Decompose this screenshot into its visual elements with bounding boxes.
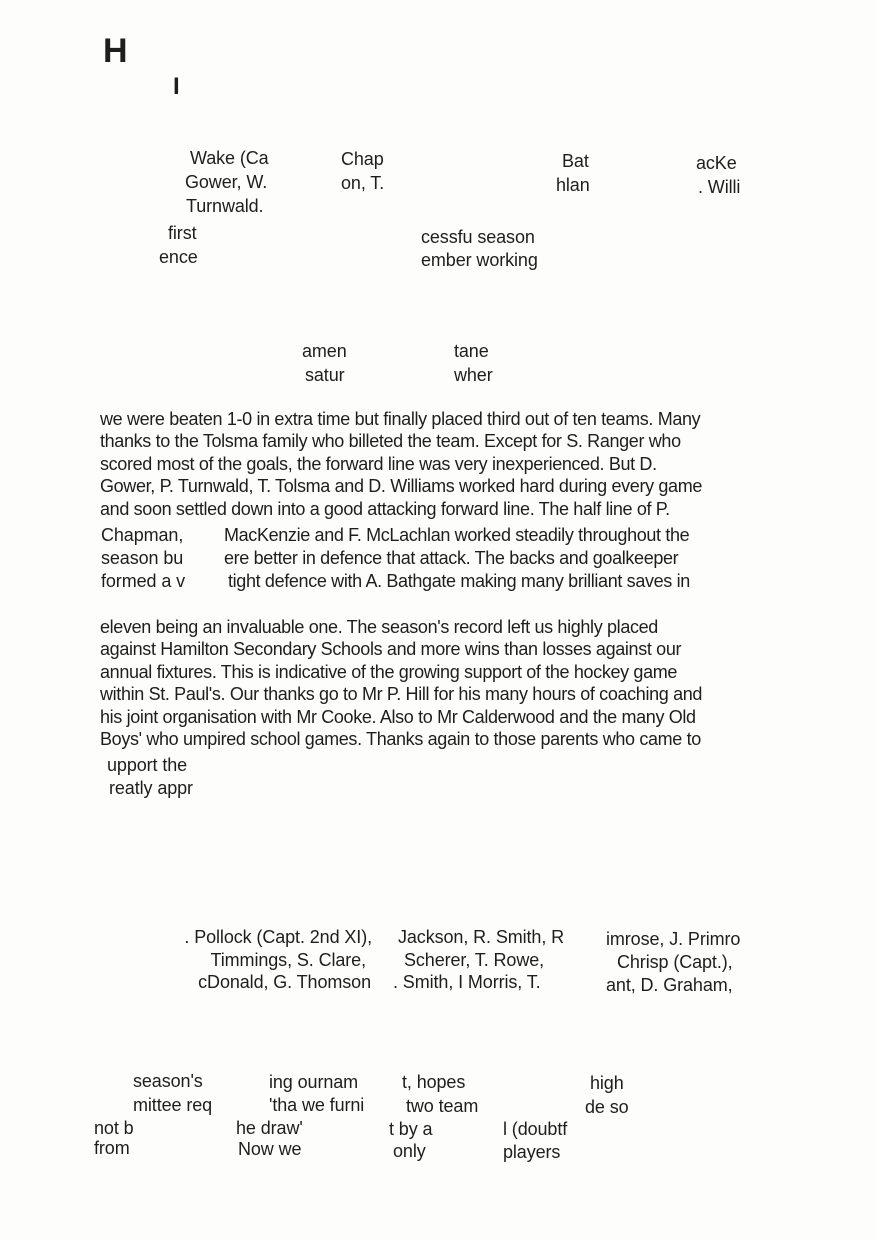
heading-letter-h: H — [103, 32, 128, 70]
team-top-col4-line2: . Willi — [698, 177, 741, 197]
paragraph-2-line-5: his joint organisation with Mr Cooke. Also to Mr Calderwood and the many Old — [100, 706, 696, 727]
bottom-r4-c2: Now we — [238, 1139, 302, 1159]
hockey-report-paragraph-2 — [100, 616, 784, 750]
team-top-col1-line2: Gower, W. — [185, 172, 268, 192]
bottom-r4-c4: players — [503, 1142, 561, 1162]
paragraph-2-line-2: against Hamilton Secondary Schools and more wins than losses against our — [100, 639, 682, 660]
team-top-col3-line1: Bat — [562, 151, 589, 171]
paragraph-2-tail-2: reatly appr — [109, 778, 193, 798]
bottom-r3-c4: l (doubtf — [503, 1119, 568, 1139]
bottom-r2-c4: de so — [585, 1097, 629, 1117]
team-2nd-col2-line1: Jackson, R. Smith, R — [398, 927, 565, 947]
team-2nd-col1-line3: cDonald, G. Thomson — [198, 972, 371, 992]
bottom-r1-c4: high — [590, 1073, 624, 1093]
split-line-1-left: Chapman, — [101, 525, 184, 545]
tournament-fragment-right-2: wher — [454, 365, 493, 385]
hockey-report-paragraph-1 — [100, 408, 784, 520]
bottom-r2-c3: two team — [406, 1096, 479, 1116]
team-2nd-col3-line2: Chrisp (Capt.), — [617, 952, 733, 972]
bottom-r3-c3: t by a — [389, 1119, 433, 1139]
paragraph-2-line-1: eleven being an invaluable one. The season's record left us highly placed — [100, 617, 658, 637]
split-line-2-right: ere better in defence that attack. The backs and goalkeeper — [224, 548, 679, 568]
tournament-fragment-right-1: tane — [454, 341, 489, 361]
intro-fragment-right-2: ember working — [421, 250, 538, 270]
bottom-r1-c2: ing ournam — [269, 1072, 359, 1092]
intro-fragment-left-2: ence — [159, 247, 198, 267]
split-line-3-left: formed a v — [101, 571, 186, 591]
split-line-1-right: MacKenzie and F. McLachlan worked steadily throughout the — [224, 525, 690, 545]
paragraph-2-line-6: Boys' who umpired school games. Thanks again to those parents who came to — [100, 729, 701, 750]
paragraph-1-line-5: and soon settled down into a good attacking forward line. The half line of P. — [100, 498, 670, 519]
split-line-3-right: tight defence with A. Bathgate making many brilliant saves in — [228, 571, 690, 591]
bottom-r3-c2: he draw' — [236, 1118, 303, 1138]
bottom-r1-c3: t, hopes — [402, 1072, 466, 1092]
team-2nd-col3-line3: ant, D. Graham, — [606, 975, 733, 995]
team-top-col2-line1: Chap — [341, 149, 384, 169]
team-top-col1-line1: Wake (Ca — [190, 148, 269, 168]
team-2nd-col2-line2: Scherer, T. Rowe, — [404, 950, 545, 970]
split-line-2-left: season bu — [101, 548, 184, 568]
paragraph-2-line-3: annual fixtures. This is indicative of the growing support of the hockey game — [100, 661, 678, 682]
paragraph-1-line-4: Gower, P. Turnwald, T. Tolsma and D. Williams worked hard during every game — [100, 476, 703, 497]
tournament-fragment-left-2: satur — [305, 365, 345, 385]
bottom-r2-c1: mittee req — [133, 1095, 213, 1115]
team-2nd-col1-line2: Timmings, S. Clare, — [210, 950, 366, 970]
bottom-r4-c3: only — [393, 1141, 426, 1161]
paragraph-2-tail-1: upport the — [107, 755, 188, 775]
intro-fragment-left-1: first — [168, 223, 197, 243]
bottom-r4-c1: from — [94, 1138, 130, 1158]
paragraph-1-line-3: scored most of the goals, the forward line was very inexperienced. But D. — [100, 453, 657, 474]
team-2nd-col1-line1: . Pollock (Capt. 2nd XI), — [184, 927, 372, 947]
tournament-fragment-left-1: amen — [302, 341, 347, 361]
paragraph-1-line-2: thanks to the Tolsma family who billeted the team. Except for S. Ranger who — [100, 431, 681, 452]
team-top-col1-line3: Turnwald. — [186, 196, 264, 216]
paragraph-2-line-4: within St. Paul's. Our thanks go to Mr P. Hill for his many hours of coaching and — [100, 684, 703, 705]
team-top-col2-line2: on, T. — [341, 173, 385, 193]
bottom-r3-c1: not b — [94, 1118, 134, 1138]
heading-letter-i: I — [173, 73, 180, 100]
team-2nd-col2-line3: . Smith, I Morris, T. — [393, 972, 541, 992]
intro-fragment-right-1: cessfu season — [421, 227, 535, 247]
paragraph-1-line-1: we were beaten 1-0 in extra time but finally placed third out of ten teams. Many — [100, 409, 701, 429]
bottom-r2-c2: 'tha we furni — [269, 1095, 365, 1115]
team-top-col3-line2: hlan — [556, 175, 590, 195]
team-top-col4-line1: acKe — [696, 153, 737, 173]
bottom-r1-c1: season's — [133, 1071, 203, 1091]
team-2nd-col3-line1: imrose, J. Primro — [606, 929, 741, 949]
